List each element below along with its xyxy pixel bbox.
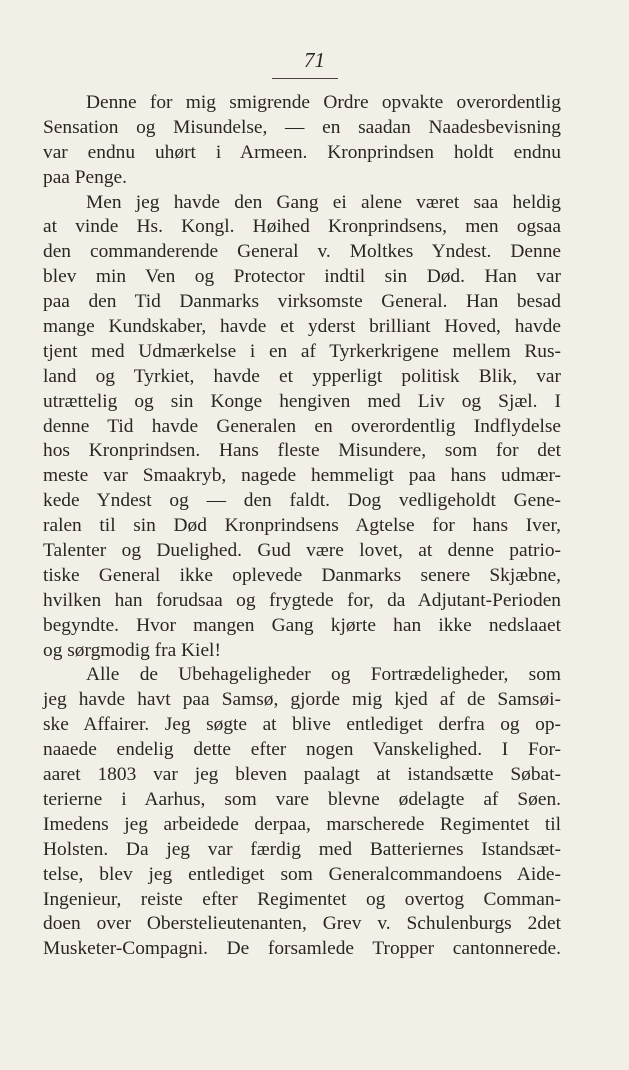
text-line: hos Kronprindsen. Hans fleste Misundere, som for det <box>43 440 561 462</box>
text-line: land og Tyrkiet, havde et ypperligt politisk Blik, var <box>43 365 561 387</box>
text-line: jeg havde havt paa Samsø, gjorde mig kjed af de Samsøi- <box>43 689 561 711</box>
text-line: tjent med Udmærkelse i en af Tyrkerkrigene mellem Rus- <box>43 340 561 362</box>
text-line: Men jeg havde den Gang ei alene været saa heldig <box>86 191 561 213</box>
text-line: terierne i Aarhus, som vare blevne ødelagte af Søen. <box>43 788 561 810</box>
text-line: ske Affairer. Jeg søgte at blive entlediget derfra og op- <box>43 714 561 736</box>
text-line: Sensation og Misundelse, — en saadan Naadesbevisning <box>43 116 561 138</box>
text-line: doen over Oberstelieutenanten, Grev v. Schulenburgs 2det <box>43 913 561 935</box>
text-line: Imedens jeg arbeidede derpaa, marscherede Regimentet til <box>43 813 561 835</box>
text-line: kede Yndest og — den faldt. Dog vedligeholdt Gene- <box>43 490 561 512</box>
text-line: Alle de Ubehageligheder og Fortrædeligheder, som <box>86 664 561 686</box>
text-line: hvilken han forudsaa og frygtede for, da Adjutant-Perioden <box>43 589 561 611</box>
text-line: begyndte. Hvor mangen Gang kjørte han ikke nedslaaet <box>43 614 561 636</box>
text-line: blev min Ven og Protector indtil sin Død. Han var <box>43 266 561 288</box>
text-line: naaede endelig dette efter nogen Vanskelighed. I For- <box>43 739 561 761</box>
text-line: ralen til sin Død Kronprindsens Agtelse for hans Iver, <box>43 515 561 537</box>
text-line: at vinde Hs. Kongl. Høihed Kronprindsens, men ogsaa <box>43 216 561 238</box>
text-line: Talenter og Duelighed. Gud være lovet, at denne patrio- <box>43 540 561 562</box>
body-text <box>43 91 561 962</box>
text-line: Musketer-Compagni. De forsamlede Tropper cantonnerede. <box>43 938 561 960</box>
text-line: telse, blev jeg entlediget som Generalcommandoens Aide- <box>43 863 561 885</box>
text-line: paa den Tid Danmarks virksomste General. Han besad <box>43 291 561 313</box>
text-line: meste var Smaakryb, nagede hemmeligt paa hans udmær- <box>43 465 561 487</box>
page-number-rule <box>272 78 338 79</box>
text-line: denne Tid havde Generalen en overordentlig Indflydelse <box>43 415 561 437</box>
text-line: mange Kundskaber, havde et yderst brilliant Hoved, havde <box>43 316 561 338</box>
text-line: Holsten. Da jeg var færdig med Batteriernes Istandsæt- <box>43 838 561 860</box>
text-line: tiske General ikke oplevede Danmarks senere Skjæbne, <box>43 564 561 586</box>
text-line: Ingenieur, reiste efter Regimentet og overtog Comman- <box>43 888 561 910</box>
text-line: Denne for mig smigrende Ordre opvakte overordentlig <box>86 92 561 113</box>
text-line: og sørgmodig fra Kiel! <box>43 639 221 661</box>
text-line: var endnu uhørt i Armeen. Kronprindsen holdt endnu <box>43 141 561 163</box>
text-line: utrættelig og sin Konge hengiven med Liv og Sjæl. I <box>43 390 561 412</box>
page-number: 71 <box>304 48 325 72</box>
text-line: den commanderende General v. Moltkes Yndest. Denne <box>43 241 561 263</box>
text-line: paa Penge. <box>43 166 127 188</box>
text-line: aaret 1803 var jeg bleven paalagt at istandsætte Søbat- <box>43 764 561 786</box>
